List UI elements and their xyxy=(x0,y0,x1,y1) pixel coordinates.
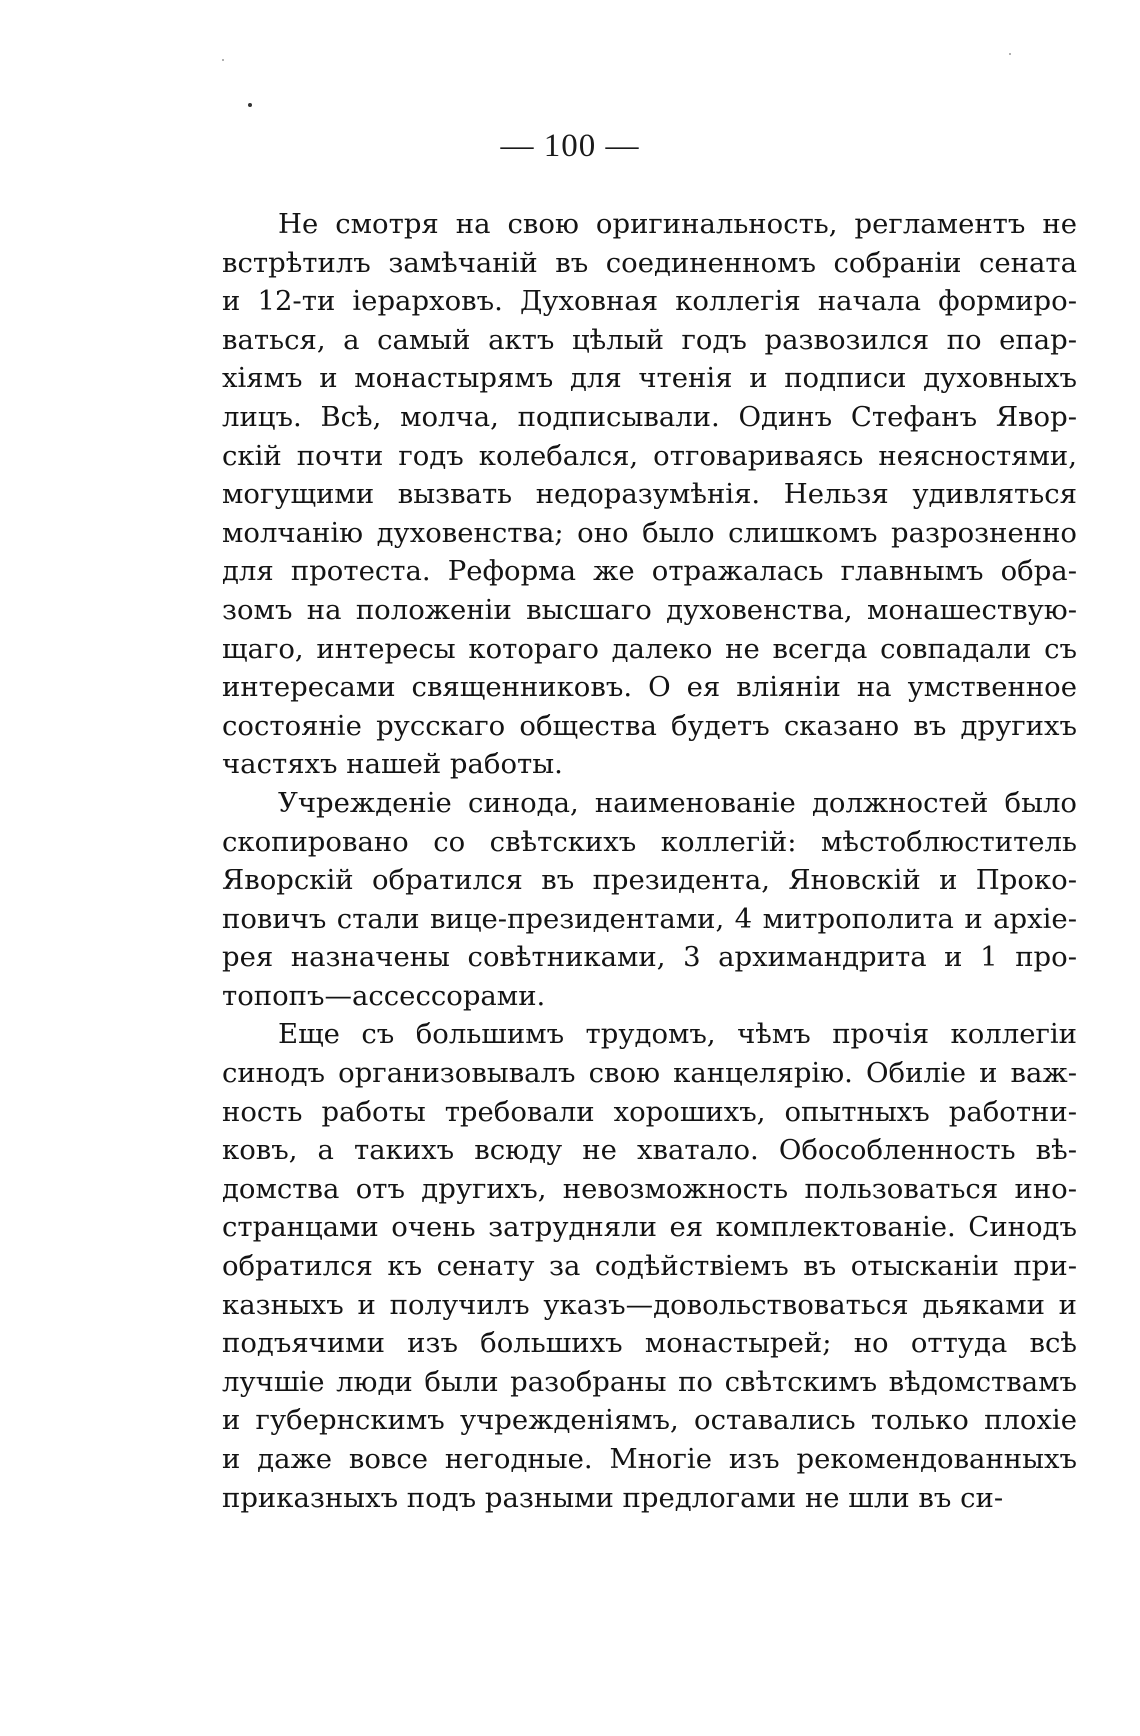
text-line: и 12-ти іерарховъ. Духовная коллегія начала формиро- xyxy=(222,285,1077,318)
text-line: лицъ. Всѣ, молча, подписывали. Одинъ Стефанъ Явор- xyxy=(222,400,1077,433)
text-line: приказныхъ подъ разными предлогами не шли въ си- xyxy=(222,1481,1004,1514)
text-line: частяхъ нашей работы. xyxy=(222,748,563,781)
text-line: скопировано со свѣтскихъ коллегій: мѣстоблюститель xyxy=(222,825,1077,858)
text-line: домства отъ другихъ, невозможность пользоваться ино- xyxy=(222,1172,1077,1205)
text-line: Не смотря на свою оригинальность, регламентъ не xyxy=(278,208,1077,240)
text-line: Учрежденіе синода, наименованіе должностей было xyxy=(278,786,1077,819)
scan-speck xyxy=(222,59,224,61)
text-line: Яворскій обратился въ президента, Яновскій и Проко- xyxy=(222,864,1077,897)
scan-speck xyxy=(248,103,252,107)
text-line: для протеста. Реформа же отражалась главнымъ обра- xyxy=(222,555,1077,588)
text-line: хіямъ и монастырямъ для чтенія и подписи духовныхъ xyxy=(222,362,1077,395)
body-text xyxy=(222,205,1077,1517)
page-number: — 100 — xyxy=(500,128,640,164)
text-line: топопъ—ассессорами. xyxy=(222,979,546,1012)
text-line: странцами очень затрудняли ея комплектованіе. Синодъ xyxy=(222,1211,1077,1244)
text-line: молчанію духовенства; оно было слишкомъ разрозненно xyxy=(222,516,1077,549)
text-line: повичъ стали вице-президентами, 4 митрополита и архіе- xyxy=(222,902,1077,935)
text-line: встрѣтилъ замѣчаній въ соединенномъ собраніи сената xyxy=(222,246,1077,279)
text-line: рея назначены совѣтниками, 3 архимандрита и 1 про- xyxy=(222,941,1077,974)
text-line: Еще съ большимъ трудомъ, чѣмъ прочія коллегіи xyxy=(278,1018,1077,1051)
text-line: лучшіе люди были разобраны по свѣтскимъ вѣдомствамъ xyxy=(222,1365,1077,1398)
text-line: подъячими изъ большихъ монастырей; но оттуда всѣ xyxy=(222,1327,1077,1360)
text-line: интересами священниковъ. О ея вліяніи на умственное xyxy=(222,671,1077,704)
text-line: зомъ на положеніи высшаго духовенства, монашествую- xyxy=(222,593,1077,626)
paragraph xyxy=(222,784,1077,1016)
text-line: обратился къ сенату за содѣйствіемъ въ отысканіи при- xyxy=(222,1250,1077,1283)
paragraph xyxy=(222,1015,1077,1517)
text-line: и даже вовсе негодные. Многіе изъ рекомендованныхъ xyxy=(222,1443,1077,1475)
text-line: состояніе русскаго общества будетъ сказано въ другихъ xyxy=(222,709,1077,742)
text-line: и губернскимъ учрежденіямъ, оставались только плохіе xyxy=(222,1404,1077,1437)
text-line: синодъ организовывалъ свою канцелярію. Обиліе и важ- xyxy=(222,1057,1077,1090)
text-line: казныхъ и получилъ указъ—довольствоваться дьяками и xyxy=(222,1288,1077,1321)
text-line: щаго, интересы котораго далеко не всегда совпадали съ xyxy=(222,632,1077,665)
paragraph xyxy=(222,205,1077,784)
text-line: ваться, а самый актъ цѣлый годъ развозился по епар- xyxy=(222,323,1077,356)
scan-speck xyxy=(1009,53,1011,55)
text-line: скій почти годъ колебался, отговариваясь неясностями, xyxy=(222,439,1077,472)
text-line: ность работы требовали хорошихъ, опытныхъ работни- xyxy=(222,1095,1077,1128)
text-line: ковъ, а такихъ всюду не хватало. Обособленность вѣ- xyxy=(222,1134,1077,1167)
text-line: могущими вызвать недоразумѣнія. Нельзя удивляться xyxy=(222,478,1077,511)
